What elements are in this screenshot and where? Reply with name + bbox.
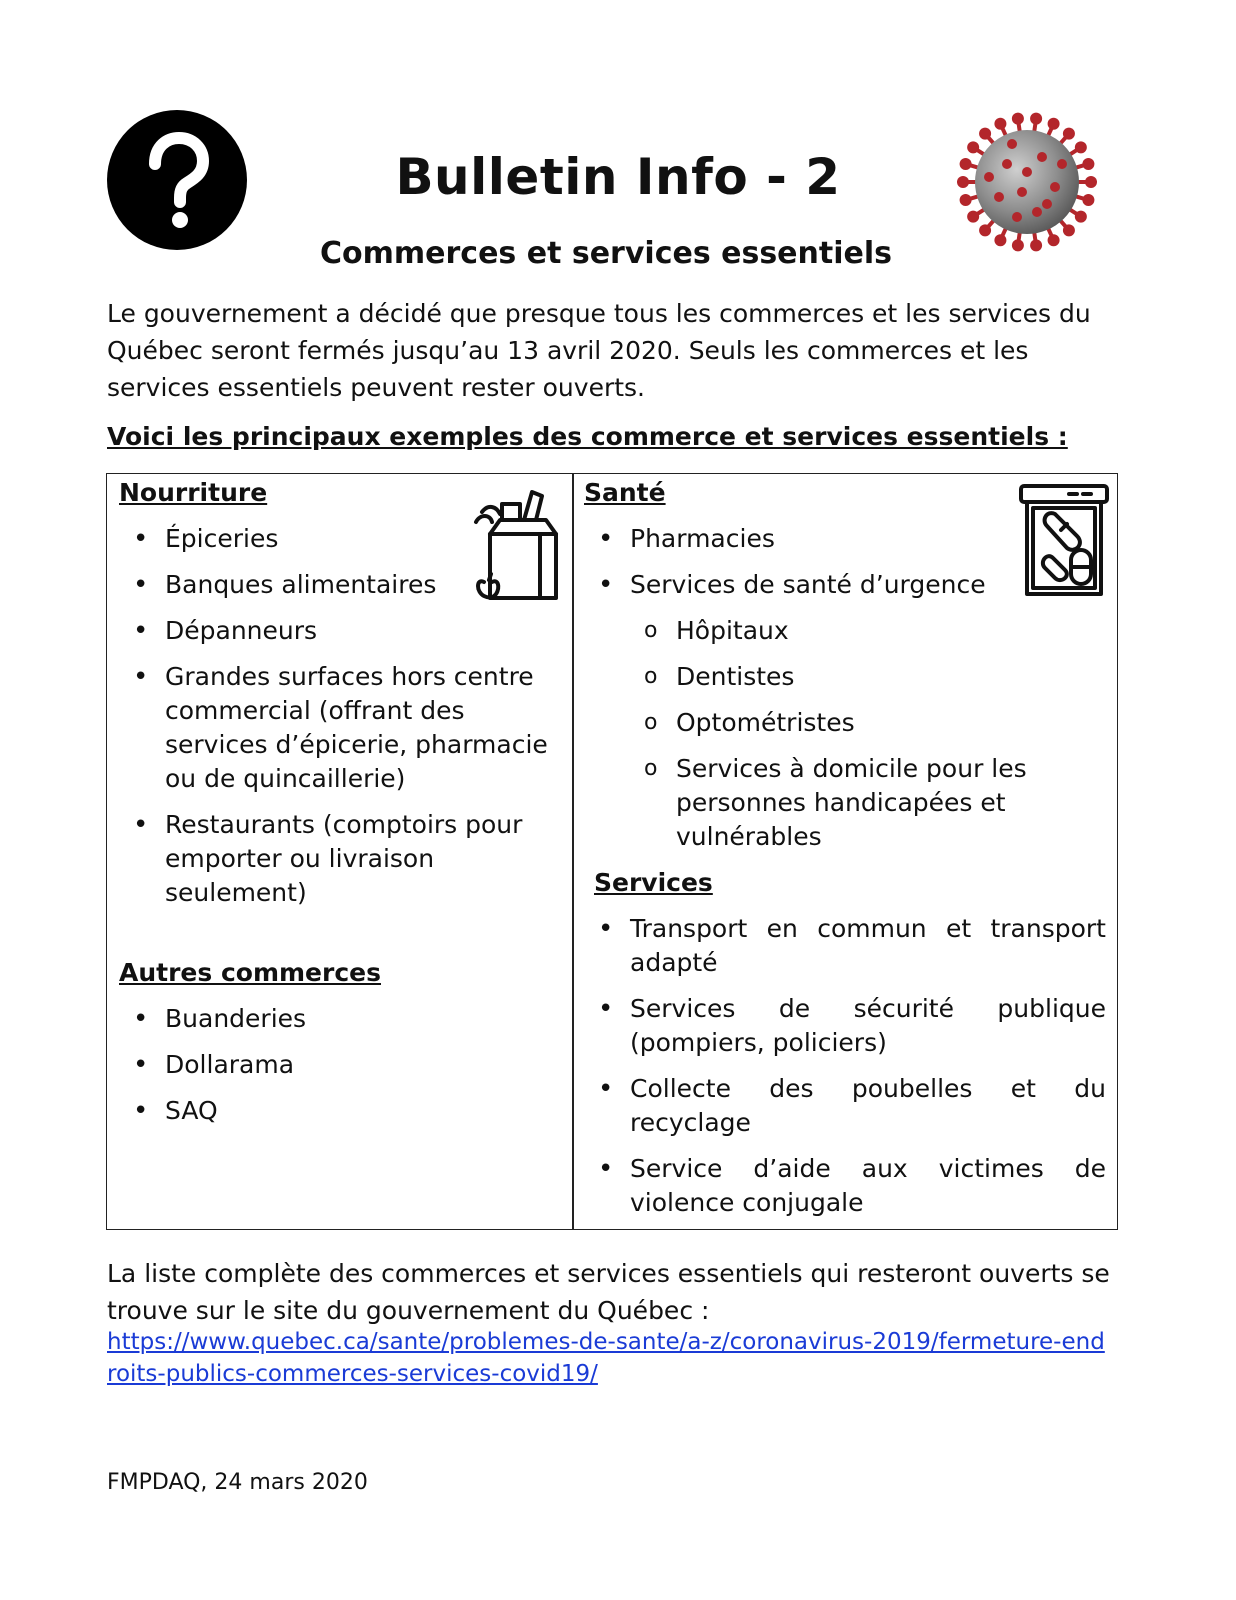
list-item: o Hôpitaux <box>630 614 1090 648</box>
list-item: • Service d’aide aux victimes de violence conjugale <box>584 1152 1106 1220</box>
health-list <box>584 522 1104 614</box>
health-sub-list <box>630 614 1090 866</box>
health-heading: Santé <box>584 478 666 507</box>
list-item: • Pharmacies <box>584 522 1104 556</box>
list-item: • Collecte des poubelles et du recyclage <box>584 1072 1106 1140</box>
list-item: • Restaurants (comptoirs pour emporter ou livraison seulement) <box>119 808 559 910</box>
footer-date: FMPDAQ, 24 mars 2020 <box>107 1470 368 1495</box>
list-item: • Dépanneurs <box>119 614 559 648</box>
services-list <box>584 912 1106 1232</box>
footer-paragraph: La liste complète des commerces et services essentiels qui resteront ouverts se trouve sur le site du gouvernement du Québec : <box>107 1259 1110 1325</box>
list-item: o Optométristes <box>630 706 1090 740</box>
list-item: • Services de sécurité publique (pompiers, policiers) <box>584 992 1106 1060</box>
food-list <box>119 522 559 922</box>
government-link[interactable]: https://www.quebec.ca/sante/problemes-de-sante/a-z/coronavirus-2019/fermeture-endroits-publics-commerces-services-covid19/ <box>107 1329 1105 1387</box>
list-item: • Services de santé d’urgence <box>584 568 1104 602</box>
other-heading: Autres commerces <box>119 958 381 987</box>
other-list <box>119 1002 559 1140</box>
list-item: • Dollarama <box>119 1048 559 1082</box>
column-divider <box>572 474 574 1229</box>
list-item: • Buanderies <box>119 1002 559 1036</box>
food-heading: Nourriture <box>119 478 268 507</box>
list-item: • Épiceries <box>119 522 559 556</box>
page-title: Bulletin Info - 2 <box>395 148 841 206</box>
intro-paragraph: Le gouvernement a décidé que presque tous les commerces et les services du Québec seront fermés jusqu’au 13 avril 2020. Seuls les commerces et les services essentiels peuvent rester ouverts. <box>107 299 1091 402</box>
page-subtitle: Commerces et services essentiels <box>320 236 892 271</box>
essentials-table <box>106 473 1118 1230</box>
list-item: • Banques alimentaires <box>119 568 559 602</box>
list-item: • SAQ <box>119 1094 559 1128</box>
services-heading: Services <box>594 868 713 897</box>
list-heading: Voici les principaux exemples des commerce et services essentiels : <box>107 422 1068 451</box>
list-item: • Grandes surfaces hors centre commercial (offrant des services d’épicerie, pharmacie ou de quincaillerie) <box>119 660 559 796</box>
list-item: o Services à domicile pour les personnes handicapées et vulnérables <box>630 752 1090 854</box>
list-item: o Dentistes <box>630 660 1090 694</box>
list-item: • Transport en commun et transport adapté <box>584 912 1106 980</box>
